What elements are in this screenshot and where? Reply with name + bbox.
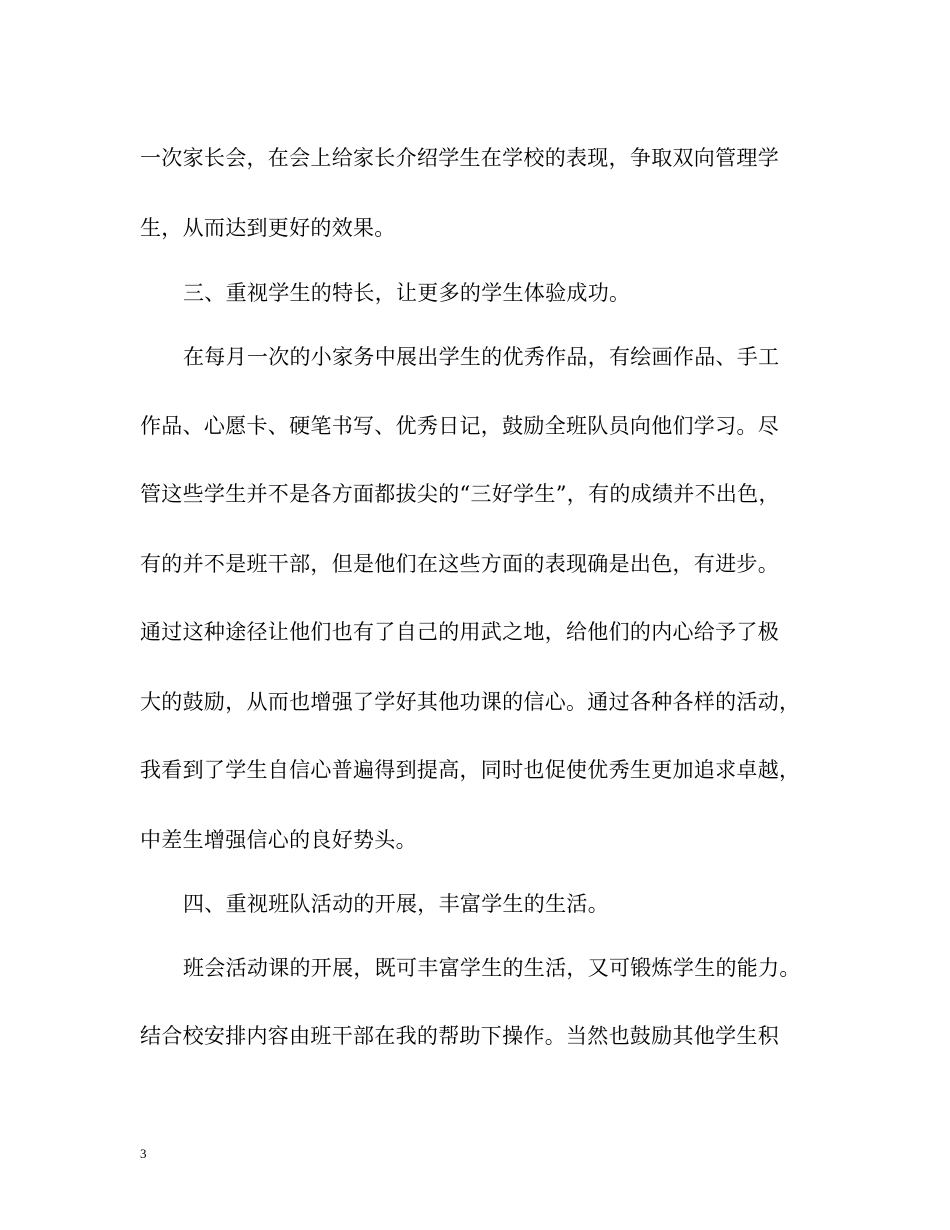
text-line: 作品、心愿卡、硬笔书写、优秀日记，鼓励全班队员向他们学习。尽 [140,414,779,438]
text-line: 结合校安排内容由班干部在我的帮助下操作。当然也鼓励其他学生积 [140,1024,779,1048]
text-line: 我看到了学生自信心普遍得到提高，同时也促使优秀生更加追求卓越， [140,758,801,782]
section-heading: 四、重视班队活动的开展，丰富学生的生活。 [183,892,609,916]
text-line: 在每月一次的小家务中展出学生的优秀作品，有绘画作品、手工 [183,345,780,369]
text-line: 一次家长会，在会上给家长介绍学生在学校的表现，争取双向管理学 [140,146,779,170]
text-line: 班会活动课的开展，既可丰富学生的生活，又可锻炼学生的能力。 [183,956,801,980]
page-number: 3 [140,1146,147,1161]
text-line: 生，从而达到更好的效果。 [140,216,396,240]
text-line: 大的鼓励，从而也增强了学好其他功课的信心。通过各种各样的活动， [140,690,801,714]
text-line: 管这些学生并不是各方面都拔尖的“三好学生”，有的成绩并不出色， [140,482,780,506]
text-line: 有的并不是班干部，但是他们在这些方面的表现确是出色，有进步。 [140,552,779,576]
section-heading: 三、重视学生的特长，让更多的学生体验成功。 [183,281,631,305]
text-line: 中差生增强信心的良好势头。 [140,828,417,852]
text-line: 通过这种途径让他们也有了自己的用武之地，给他们的内心给予了极 [140,620,779,644]
